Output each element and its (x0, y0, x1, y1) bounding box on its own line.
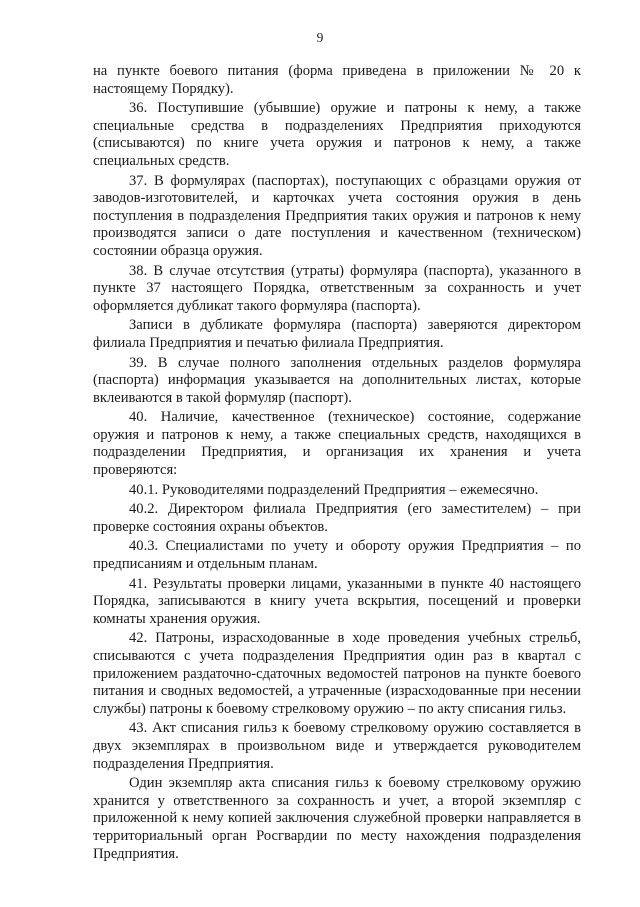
paragraph-41: 41. Результаты проверки лицами, указанными в пункте 40 настоящего Порядка, записываются в книгу учета вскрытия, посещений и проверки комнаты хранения оружия. (93, 575, 581, 627)
paragraph-continuation: на пункте боевого питания (форма приведена в приложении № 20 к настоящему Порядку). (93, 63, 581, 97)
paragraph-40-2: 40.2. Директором филиала Предприятия (его заместителем) – при проверке состояния охраны объектов. (93, 501, 581, 535)
paragraph-40-3: 40.3. Специалистами по учету и обороту оружия Предприятия – по предписаниям и отдельным планам. (93, 538, 581, 573)
paragraph-43: 43. Акт списания гильз к боевому стрелковому оружию составляется в двух экземплярах в произвольном виде и утверждается руководителем подразделения Предприятия. (93, 720, 581, 772)
paragraph-37: 37. В формулярах (паспортах), поступающих с образцами оружия от заводов-изготовителей, и карточках учета состояния оружия в день поступления в подразделения Предприятия таких оружия и патронов к нему производятся записи о дате поступления и качественном (техническом) состоянии образца оружия. (93, 172, 581, 259)
paragraph-43-copies: Один экземпляр акта списания гильз к боевому стрелковому оружию хранится у ответственного за сохранность и учет, а второй экземпляр с приложенной к нему копией заключения служебной проверки направляется в территориальный орган Росгвардии по месту нахождения подразделения Предприятия. (93, 775, 581, 862)
paragraph-38-duplicate-records: Записи в дубликате формуляра (паспорта) заверяются директором филиала Предприятия и печатью филиала Предприятия. (93, 317, 581, 351)
paragraph-40: 40. Наличие, качественное (техническое) состояние, содержание оружия и патронов к нему, а также специальных средств, находящихся в подразделении Предприятия, и организация их хранения и учета проверяются: (93, 409, 581, 479)
paragraph-36: 36. Поступившие (убывшие) оружие и патроны к нему, а также специальные средства в подразделениях Предприятия приходуются (списываются) по книге учета оружия и патронов к нему, а также специальных средств. (93, 100, 581, 169)
paragraph-38: 38. В случае отсутствия (утраты) формуляра (паспорта), указанного в пункте 37 настоящего Порядка, ответственным за сохранность и учет оформляется дубликат такого формуляра (паспорта). (93, 262, 581, 314)
paragraph-42: 42. Патроны, израсходованные в ходе проведения учебных стрельб, списываются с учета подразделения Предприятия один раз в квартал с приложением раздаточно-сдаточных ведомостей патронов на пункте боевого питания и сводных ведомостей, а утраченные (израсходованные при несении службы) патроны к боевому стрелковому оружию – по акту списания гильз. (93, 630, 581, 717)
page-number: 9 (316, 30, 324, 45)
paragraph-40-1: 40.1. Руководителями подразделений Предприятия – ежемесячно. (129, 481, 539, 498)
paragraph-39: 39. В случае полного заполнения отдельных разделов формуляра (паспорта) информация указывается на дополнительных листах, которые вклеиваются в такой формуляр (паспорт). (93, 354, 581, 406)
document-body (93, 63, 581, 865)
